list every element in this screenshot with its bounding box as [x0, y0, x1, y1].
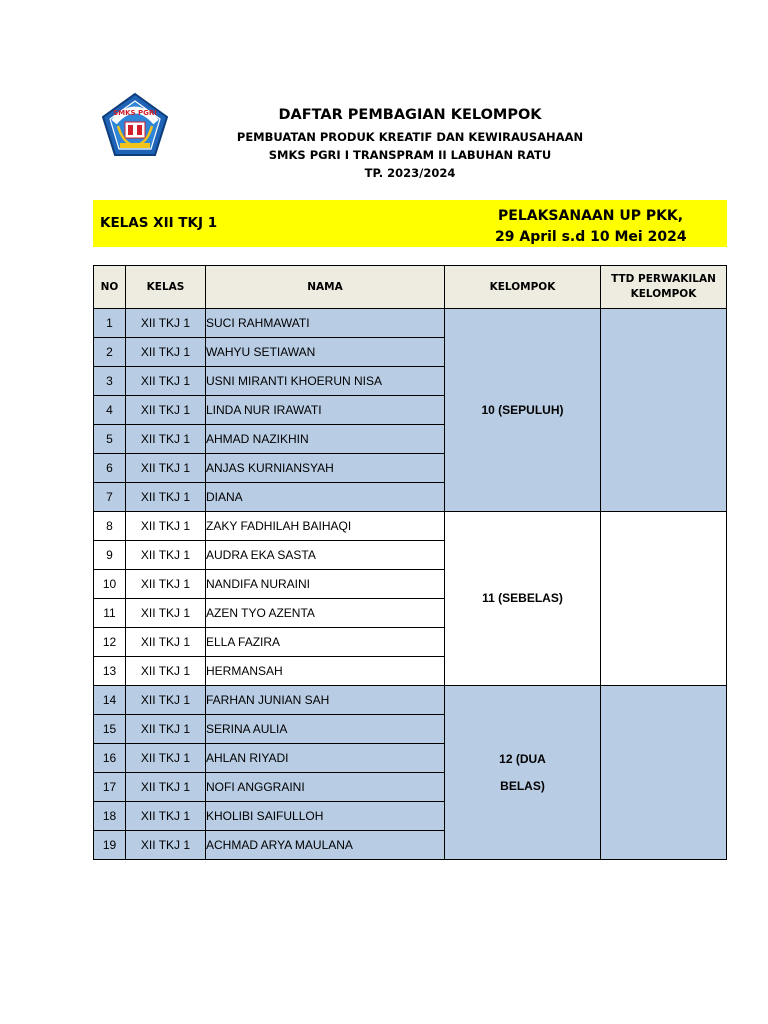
row-name: USNI MIRANTI KHOERUN NISA: [206, 367, 445, 396]
row-name: FARHAN JUNIAN SAH: [206, 686, 445, 715]
document-subtitle: PEMBUATAN PRODUK KREATIF DAN KEWIRAUSAHAAN: [236, 130, 584, 144]
row-number: 5: [94, 425, 126, 454]
row-class: XII TKJ 1: [126, 715, 206, 744]
header-ttd-line2: KELOMPOK: [630, 288, 697, 300]
row-name: ANJAS KURNIANSYAH: [206, 454, 445, 483]
exam-period-line1: PELAKSANAAN UP PKK,: [498, 208, 684, 224]
row-name: LINDA NUR IRAWATI: [206, 396, 445, 425]
row-number: 15: [94, 715, 126, 744]
class-banner: [93, 200, 727, 247]
row-class: XII TKJ 1: [126, 599, 206, 628]
row-class: XII TKJ 1: [126, 367, 206, 396]
row-class: XII TKJ 1: [126, 686, 206, 715]
table-row: [94, 309, 727, 338]
row-class: XII TKJ 1: [126, 396, 206, 425]
row-number: 6: [94, 454, 126, 483]
row-class: XII TKJ 1: [126, 425, 206, 454]
row-number: 14: [94, 686, 126, 715]
row-number: 4: [94, 396, 126, 425]
row-number: 13: [94, 657, 126, 686]
row-number: 8: [94, 512, 126, 541]
row-number: 12: [94, 628, 126, 657]
row-class: XII TKJ 1: [126, 483, 206, 512]
group-label-line1: 12 (DUA: [499, 751, 546, 766]
row-number: 1: [94, 309, 126, 338]
row-class: XII TKJ 1: [126, 831, 206, 860]
row-name: HERMANSAH: [206, 657, 445, 686]
header-ttd-line1: TTD PERWAKILAN: [611, 273, 716, 285]
row-class: XII TKJ 1: [126, 338, 206, 367]
group-label-line2: BELAS): [500, 778, 545, 793]
row-number: 18: [94, 802, 126, 831]
header-kelompok: KELOMPOK: [445, 266, 601, 309]
row-number: 17: [94, 773, 126, 802]
row-class: XII TKJ 1: [126, 628, 206, 657]
header-ttd: [601, 266, 727, 309]
row-name: KHOLIBI SAIFULLOH: [206, 802, 445, 831]
table-row: [94, 512, 727, 541]
group-label-line1: 11 (SEBELAS): [482, 591, 563, 605]
header-kelas: KELAS: [126, 266, 206, 309]
row-name: NANDIFA NURAINI: [206, 570, 445, 599]
row-number: 3: [94, 367, 126, 396]
row-name: ACHMAD ARYA MAULANA: [206, 831, 445, 860]
row-class: XII TKJ 1: [126, 773, 206, 802]
row-number: 19: [94, 831, 126, 860]
row-class: XII TKJ 1: [126, 744, 206, 773]
group-label-line1: 10 (SEPULUH): [481, 402, 564, 417]
school-logo-icon: [100, 92, 170, 158]
signature-cell: [601, 309, 727, 512]
row-class: XII TKJ 1: [126, 802, 206, 831]
row-class: XII TKJ 1: [126, 309, 206, 338]
row-number: 2: [94, 338, 126, 367]
row-name: AHMAD NAZIKHIN: [206, 425, 445, 454]
table-header-row: [94, 266, 727, 309]
row-number: 10: [94, 570, 126, 599]
exam-period: [495, 206, 687, 248]
svg-text:SMKS PGRI: SMKS PGRI: [113, 109, 157, 117]
school-name: SMKS PGRI I TRANSPRAM II LABUHAN RATU: [268, 148, 552, 162]
row-number: 9: [94, 541, 126, 570]
signature-cell: [601, 686, 727, 860]
row-name: SUCI RAHMAWATI: [206, 309, 445, 338]
header-no: NO: [94, 266, 126, 309]
row-number: 16: [94, 744, 126, 773]
group-roster-table: [93, 265, 727, 860]
row-name: DIANA: [206, 483, 445, 512]
group-label: [445, 512, 601, 686]
table-row: [94, 686, 727, 715]
row-class: XII TKJ 1: [126, 657, 206, 686]
document-title: DAFTAR PEMBAGIAN KELOMPOK: [278, 107, 542, 123]
row-number: 11: [94, 599, 126, 628]
row-name: NOFI ANGGRAINI: [206, 773, 445, 802]
row-name: SERINA AULIA: [206, 715, 445, 744]
row-class: XII TKJ 1: [126, 454, 206, 483]
school-year: TP. 2023/2024: [364, 166, 456, 180]
row-class: XII TKJ 1: [126, 541, 206, 570]
group-label: [445, 686, 601, 860]
row-name: AUDRA EKA SASTA: [206, 541, 445, 570]
row-class: XII TKJ 1: [126, 512, 206, 541]
header-nama: NAMA: [206, 266, 445, 309]
group-label: [445, 309, 601, 512]
row-name: WAHYU SETIAWAN: [206, 338, 445, 367]
row-name: AZEN TYO AZENTA: [206, 599, 445, 628]
row-name: AHLAN RIYADI: [206, 744, 445, 773]
row-number: 7: [94, 483, 126, 512]
row-name: ELLA FAZIRA: [206, 628, 445, 657]
class-label: KELAS XII TKJ 1: [100, 215, 218, 231]
exam-period-line2: 29 April s.d 10 Mei 2024: [495, 229, 687, 245]
row-class: XII TKJ 1: [126, 570, 206, 599]
signature-cell: [601, 512, 727, 686]
row-name: ZAKY FADHILAH BAIHAQI: [206, 512, 445, 541]
